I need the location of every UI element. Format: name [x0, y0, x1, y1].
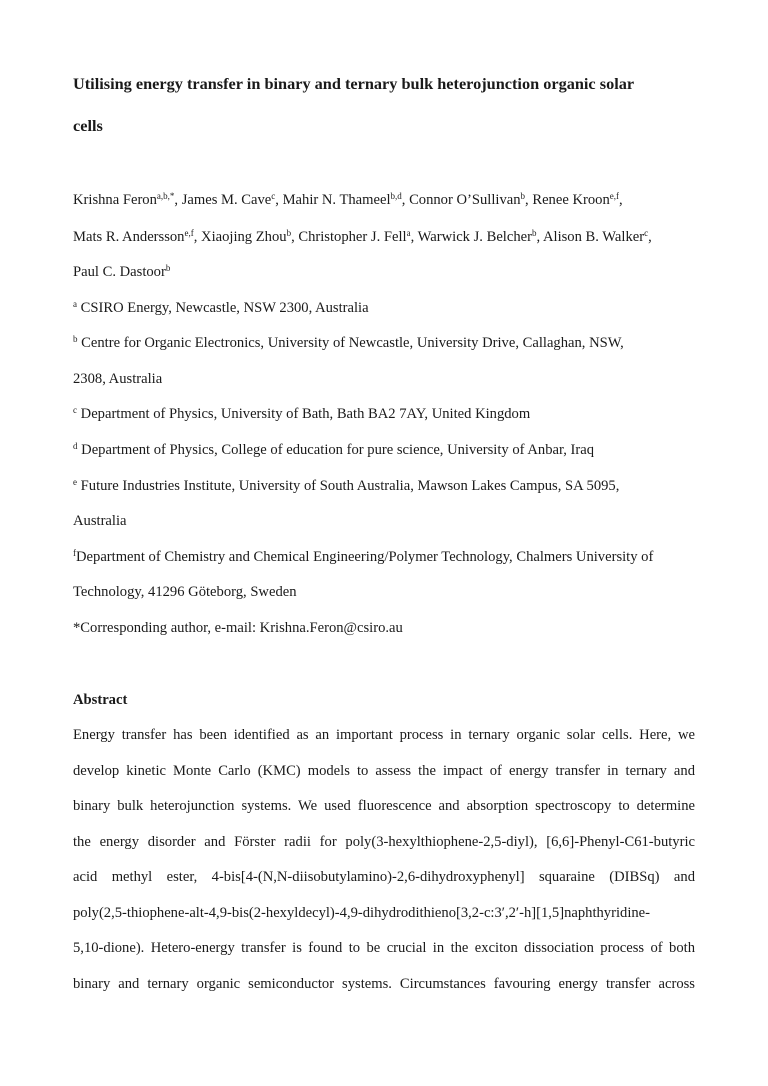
affiliation-e-continued: Australia: [73, 513, 127, 529]
author-name: Alison B. Walker: [542, 229, 645, 245]
separator: ,: [536, 229, 543, 245]
separator: ,: [174, 192, 182, 208]
corresponding-author: [73, 619, 403, 637]
authors-line-1: [73, 191, 623, 209]
author-name: Renee Kroon: [532, 192, 610, 208]
author-name: Paul C. Dastoor: [73, 264, 166, 280]
separator: ,: [410, 229, 418, 245]
separator: ,: [619, 192, 623, 208]
affiliation-key: c: [73, 405, 77, 415]
affiliation-text: CSIRO Energy, Newcastle, NSW 2300, Australia: [80, 300, 369, 316]
affiliation-key: f: [73, 548, 76, 558]
affiliation-f-continued: Technology, 41296 Göteborg, Sweden: [73, 584, 297, 600]
author-name: Warwick J. Belcher: [417, 229, 532, 245]
author-name: Mats R. Andersson: [73, 229, 185, 245]
author-name: Krishna Feron: [73, 192, 157, 208]
affiliation-key: d: [73, 441, 78, 451]
affiliation-a: [73, 299, 369, 317]
author-affiliation-marker: b: [520, 191, 526, 201]
paper-title-line-1: Utilising energy transfer in binary and ternary bulk heterojunction organic solar: [73, 74, 635, 93]
affiliation-text: Department of Physics, University of Bath, Bath BA2 7AY, United Kingdom: [80, 406, 531, 422]
authors-line-3: [73, 263, 170, 281]
abstract-line: 5,10-dione). Hetero-energy transfer is found to be crucial in the exciton dissociation process of both: [73, 940, 695, 956]
author-name: Christopher J. Fell: [298, 229, 407, 245]
affiliation-text: Centre for Organic Electronics, University of Newcastle, University Drive, Callaghan, NSW,: [81, 335, 624, 351]
abstract-line: the energy disorder and Förster radii for poly(3-hexylthiophene-2,5-diyl), [6,6]-Phenyl-C61-butyric: [73, 834, 695, 850]
author-name: Mahir N. Thameel: [282, 192, 391, 208]
author-affiliation-marker: e,f: [609, 191, 619, 201]
affiliation-b-continued: 2308, Australia: [73, 371, 163, 387]
affiliation-b: [73, 334, 624, 352]
author-affiliation-marker: a,b,*: [156, 191, 175, 201]
author-affiliation-marker: b: [165, 263, 171, 273]
author-affiliation-marker: b: [531, 228, 537, 238]
author-affiliation-marker: c: [271, 191, 276, 201]
affiliation-key: a: [73, 299, 77, 309]
separator: ,: [648, 229, 652, 245]
separator: ,: [291, 229, 299, 245]
affiliation-c: [73, 405, 530, 423]
affiliation-text: Department of Chemistry and Chemical Engineering/Polymer Technology, Chalmers University of: [76, 549, 654, 565]
authors-line-2: [73, 228, 652, 246]
author-affiliation-marker: b: [286, 228, 292, 238]
abstract-line: develop kinetic Monte Carlo (KMC) models to assess the impact of energy transfer in ternary and: [73, 763, 695, 779]
affiliation-d: [73, 441, 594, 459]
abstract-heading: Abstract: [73, 692, 128, 708]
abstract-line: acid methyl ester, 4-bis[4-(N,N-diisobutylamino)-2,6-dihydroxyphenyl] squaraine (DIBSq) and: [73, 869, 695, 885]
corresponding-author-text: *Corresponding author, e-mail: Krishna.Feron@csiro.au: [73, 620, 403, 636]
author-affiliation-marker: b,d: [390, 191, 402, 201]
author-name: Xiaojing Zhou: [201, 229, 287, 245]
affiliation-key: e: [73, 477, 77, 487]
affiliation-key: b: [73, 334, 78, 344]
author-name: Connor O’Sullivan: [409, 192, 521, 208]
abstract-line: Energy transfer has been identified as an important process in ternary organic solar cells. Here, we: [73, 727, 695, 743]
separator: ,: [525, 192, 533, 208]
abstract-line: binary and ternary organic semiconductor systems. Circumstances favouring energy transfer across: [73, 976, 695, 992]
author-affiliation-marker: a: [406, 228, 411, 238]
author-affiliation-marker: c: [644, 228, 649, 238]
author-name: James M. Cave: [181, 192, 272, 208]
abstract-line: binary bulk heterojunction systems. We used fluorescence and absorption spectroscopy to determine: [73, 798, 695, 814]
author-affiliation-marker: e,f: [184, 228, 194, 238]
abstract-line: poly(2,5-thiophene-alt-4,9-bis(2-hexyldecyl)-4,9-dihydrodithieno[3,2-c:3′,2′-h][1,5]naphthyridine-: [73, 905, 651, 921]
separator: ,: [401, 192, 410, 208]
paper-title-line-2: cells: [73, 116, 103, 135]
affiliation-e: [73, 477, 619, 495]
affiliation-text: Department of Physics, College of education for pure science, University of Anbar, Iraq: [81, 442, 595, 458]
affiliation-text: Future Industries Institute, University of South Australia, Mawson Lakes Campus, SA 5095,: [80, 478, 620, 494]
separator: ,: [275, 192, 283, 208]
separator: ,: [193, 229, 202, 245]
affiliation-f: [73, 548, 653, 566]
